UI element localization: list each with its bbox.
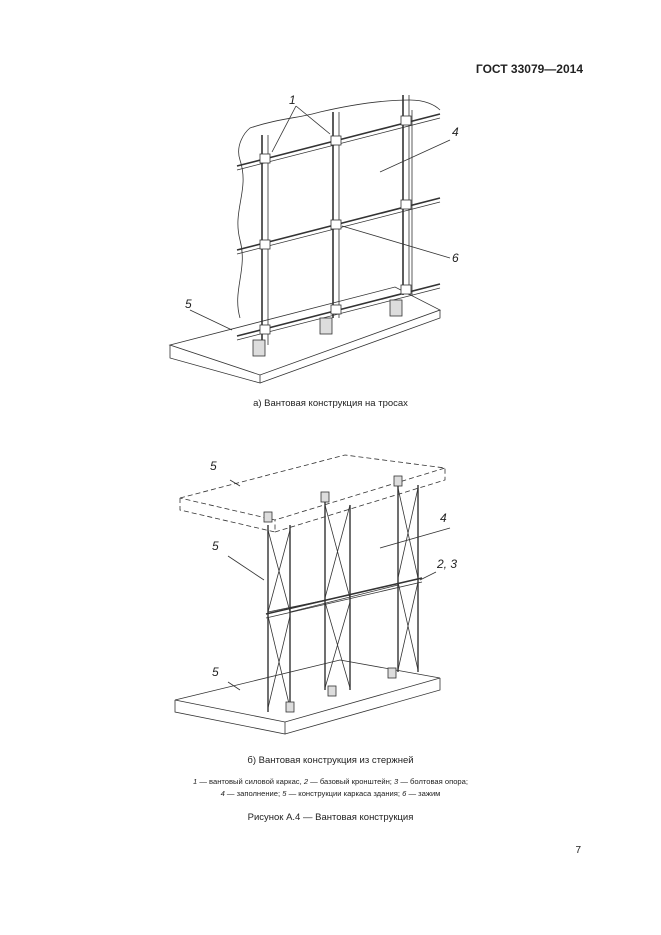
figure-legend	[0, 776, 661, 800]
legend-line-1: 1 — вантовый силовой каркас, 2 — базовый кронштейн; 3 — болтовая опора;	[192, 777, 468, 786]
callout-2-3: 2, 3	[437, 557, 458, 571]
callout-5-mid: 5	[212, 539, 219, 553]
callout-5-bottom: 5	[212, 665, 219, 679]
callout-5: 5	[185, 297, 192, 311]
callout-5-top: 5	[210, 459, 217, 473]
figure-a-caption: а) Вантовая конструкция на тросах	[253, 398, 408, 409]
callout-4-b: 4	[440, 511, 447, 525]
callout-4: 4	[452, 125, 459, 139]
legend-line-2: 4 — заполнение; 5 — конструкции каркаса здания; 6 — зажим	[220, 789, 441, 798]
standard-header: ГОСТ 33079—2014	[475, 62, 583, 76]
top-slab	[180, 455, 445, 520]
callout-6: 6	[452, 251, 459, 265]
figure-b-drawing	[0, 448, 661, 748]
page-number: 7	[575, 845, 581, 856]
figure-title: Рисунок А.4 — Вантовая конструкция	[247, 812, 414, 823]
callout-1: 1	[289, 93, 296, 107]
figure-a-drawing	[0, 85, 661, 385]
figure-b-caption: б) Вантовая конструкция из стержней	[247, 755, 414, 766]
